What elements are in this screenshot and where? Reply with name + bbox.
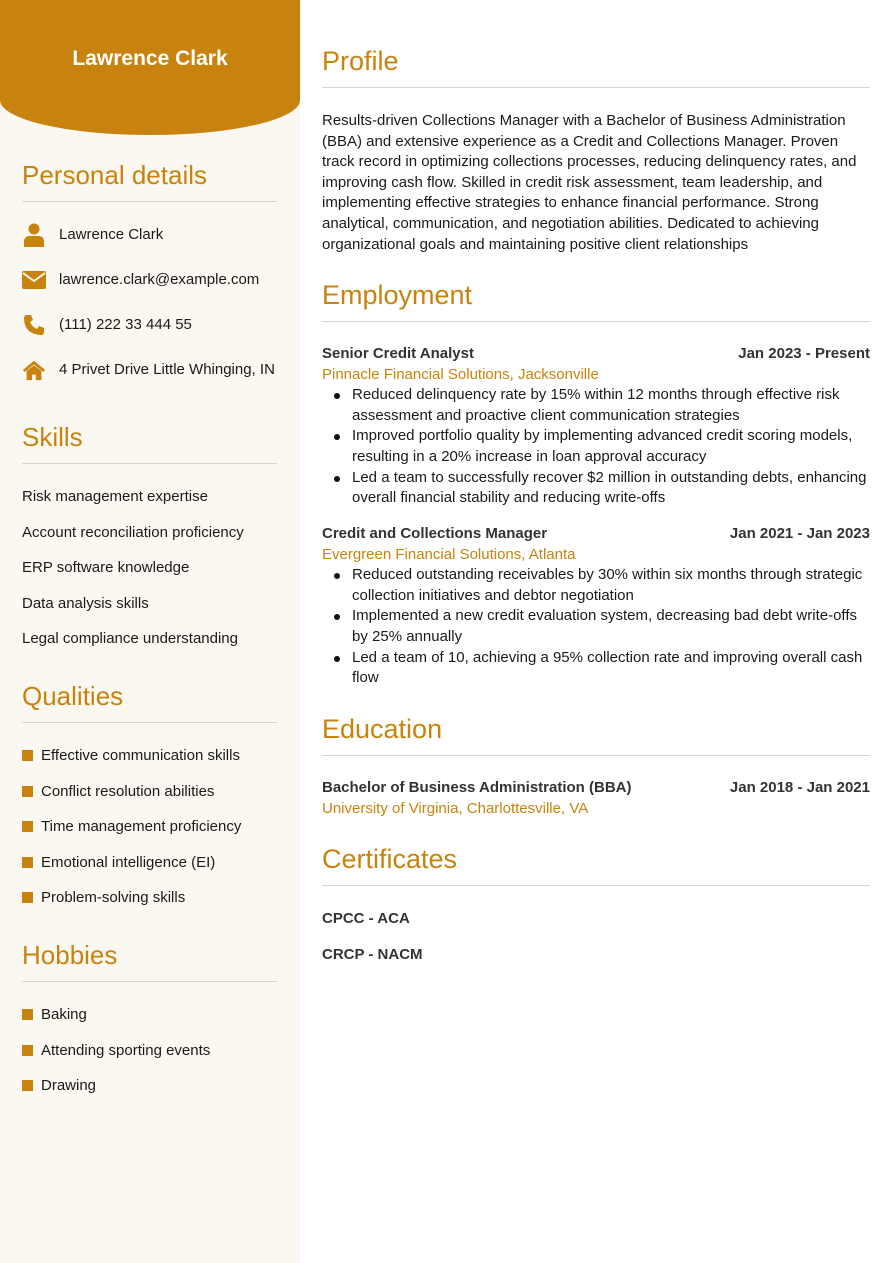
- contact-phone: (111) 222 33 444 55: [59, 316, 192, 333]
- profile-heading: Profile: [322, 46, 870, 88]
- job-dates: Jan 2023 - Present: [738, 345, 870, 362]
- quality-item: [22, 738, 277, 774]
- contact-name-row: [22, 212, 277, 257]
- hobby-text: Baking: [41, 1006, 87, 1024]
- quality-item: [22, 809, 277, 845]
- contact-address-row: [22, 347, 277, 392]
- qualities-section: [22, 681, 277, 916]
- square-bullet-icon: [22, 750, 33, 761]
- quality-text: Conflict resolution abilities: [41, 782, 215, 800]
- contact-phone-row: [22, 302, 277, 347]
- job-bullet: Improved portfolio quality by implementing advanced credit scoring models, resulting in a 20% increase in loan approval accuracy: [322, 426, 870, 467]
- skills-heading: Skills: [22, 422, 277, 464]
- contact-email[interactable]: lawrence.clark@example.com: [59, 271, 260, 288]
- job-bullet: Implemented a new credit evaluation system, decreasing bad debt write-offs by 25% annually: [322, 606, 870, 647]
- candidate-name: Lawrence Clark: [72, 47, 228, 70]
- hobby-item: [22, 1068, 277, 1104]
- job-title: Senior Credit Analyst: [322, 345, 474, 362]
- job-dates: Jan 2021 - Jan 2023: [729, 525, 870, 542]
- home-icon: [22, 358, 46, 382]
- job-company: Evergreen Financial Solutions, Atlanta: [322, 545, 576, 563]
- skill-item: ERP software knowledge: [22, 559, 190, 577]
- hobby-item: [22, 1033, 277, 1069]
- hobby-text: Drawing: [41, 1077, 97, 1095]
- skill-item: Legal compliance understanding: [22, 630, 238, 648]
- skill-item: Risk management expertise: [22, 488, 208, 506]
- skill-item: Account reconciliation proficiency: [22, 523, 244, 541]
- education-heading: Education: [322, 714, 870, 756]
- quality-text: Emotional intelligence (EI): [41, 853, 216, 871]
- job-bullet: Reduced delinquency rate by 15% within 12 months through effective risk assessment and proactive client communication strategies: [322, 385, 870, 426]
- hobby-item: [22, 997, 277, 1033]
- certificate-item: CRCP - NACM: [322, 946, 423, 963]
- skills-section: [22, 422, 277, 657]
- person-icon: [22, 223, 46, 247]
- job-entry: [322, 344, 870, 509]
- qualities-heading: Qualities: [22, 681, 277, 723]
- job-title: Credit and Collections Manager: [322, 525, 548, 542]
- certificates-heading: Certificates: [322, 844, 870, 886]
- hobbies-section: [22, 940, 277, 1104]
- personal-details-heading: Personal details: [22, 160, 277, 202]
- square-bullet-icon: [22, 1009, 33, 1020]
- quality-item: [22, 880, 277, 916]
- square-bullet-icon: [22, 786, 33, 797]
- envelope-icon: [22, 268, 46, 292]
- square-bullet-icon: [22, 1080, 33, 1091]
- job-entry: [322, 524, 870, 689]
- education-dates: Jan 2018 - Jan 2021: [729, 779, 870, 796]
- quality-text: Time management proficiency: [41, 818, 242, 836]
- hobby-text: Attending sporting events: [41, 1041, 211, 1059]
- job-bullet: Reduced outstanding receivables by 30% within six months through strategic collection initiatives and debtor negotiation: [322, 565, 870, 606]
- job-company: Pinnacle Financial Solutions, Jacksonville: [322, 365, 599, 383]
- personal-details-section: [22, 160, 277, 392]
- degree: Bachelor of Business Administration (BBA): [322, 779, 632, 796]
- quality-text: Problem-solving skills: [41, 889, 186, 907]
- square-bullet-icon: [22, 1045, 33, 1056]
- square-bullet-icon: [22, 857, 33, 868]
- contact-email-row: [22, 257, 277, 302]
- school: University of Virginia, Charlottesville, VA: [322, 799, 589, 817]
- certificate-item: CPCC - ACA: [322, 910, 410, 927]
- contact-address: 4 Privet Drive Little Whinging, IN: [59, 361, 275, 378]
- contact-name: Lawrence Clark: [59, 226, 164, 243]
- education-entry: [322, 778, 870, 819]
- employment-heading: Employment: [322, 280, 870, 322]
- quality-item: [22, 774, 277, 810]
- job-bullet: Led a team to successfully recover $2 million in outstanding debts, enhancing overall financial stability and reducing write-offs: [322, 468, 870, 509]
- square-bullet-icon: [22, 892, 33, 903]
- job-bullet: Led a team of 10, achieving a 95% collection rate and improving overall cash flow: [322, 648, 870, 689]
- quality-text: Effective communication skills: [41, 747, 240, 765]
- square-bullet-icon: [22, 821, 33, 832]
- sidebar: [0, 0, 300, 1263]
- profile-text: Results-driven Collections Manager with a Bachelor of Business Administration (BBA) and extensive experience as a Credit and Collections Manager. Proven track record in optimizing collections processes, reducing delinquency rates, and improving cash flow. Skilled in credit risk assessment, team leadership, and implementing effective strategies to enhance financial performance. Strong analytical, communication, and negotiation abilities. Dedicated to achieving organizational goals and maintaining positive client relationships: [322, 112, 857, 253]
- quality-item: [22, 845, 277, 881]
- hobbies-heading: Hobbies: [22, 940, 277, 982]
- phone-icon: [22, 313, 46, 337]
- skill-item: Data analysis skills: [22, 594, 149, 612]
